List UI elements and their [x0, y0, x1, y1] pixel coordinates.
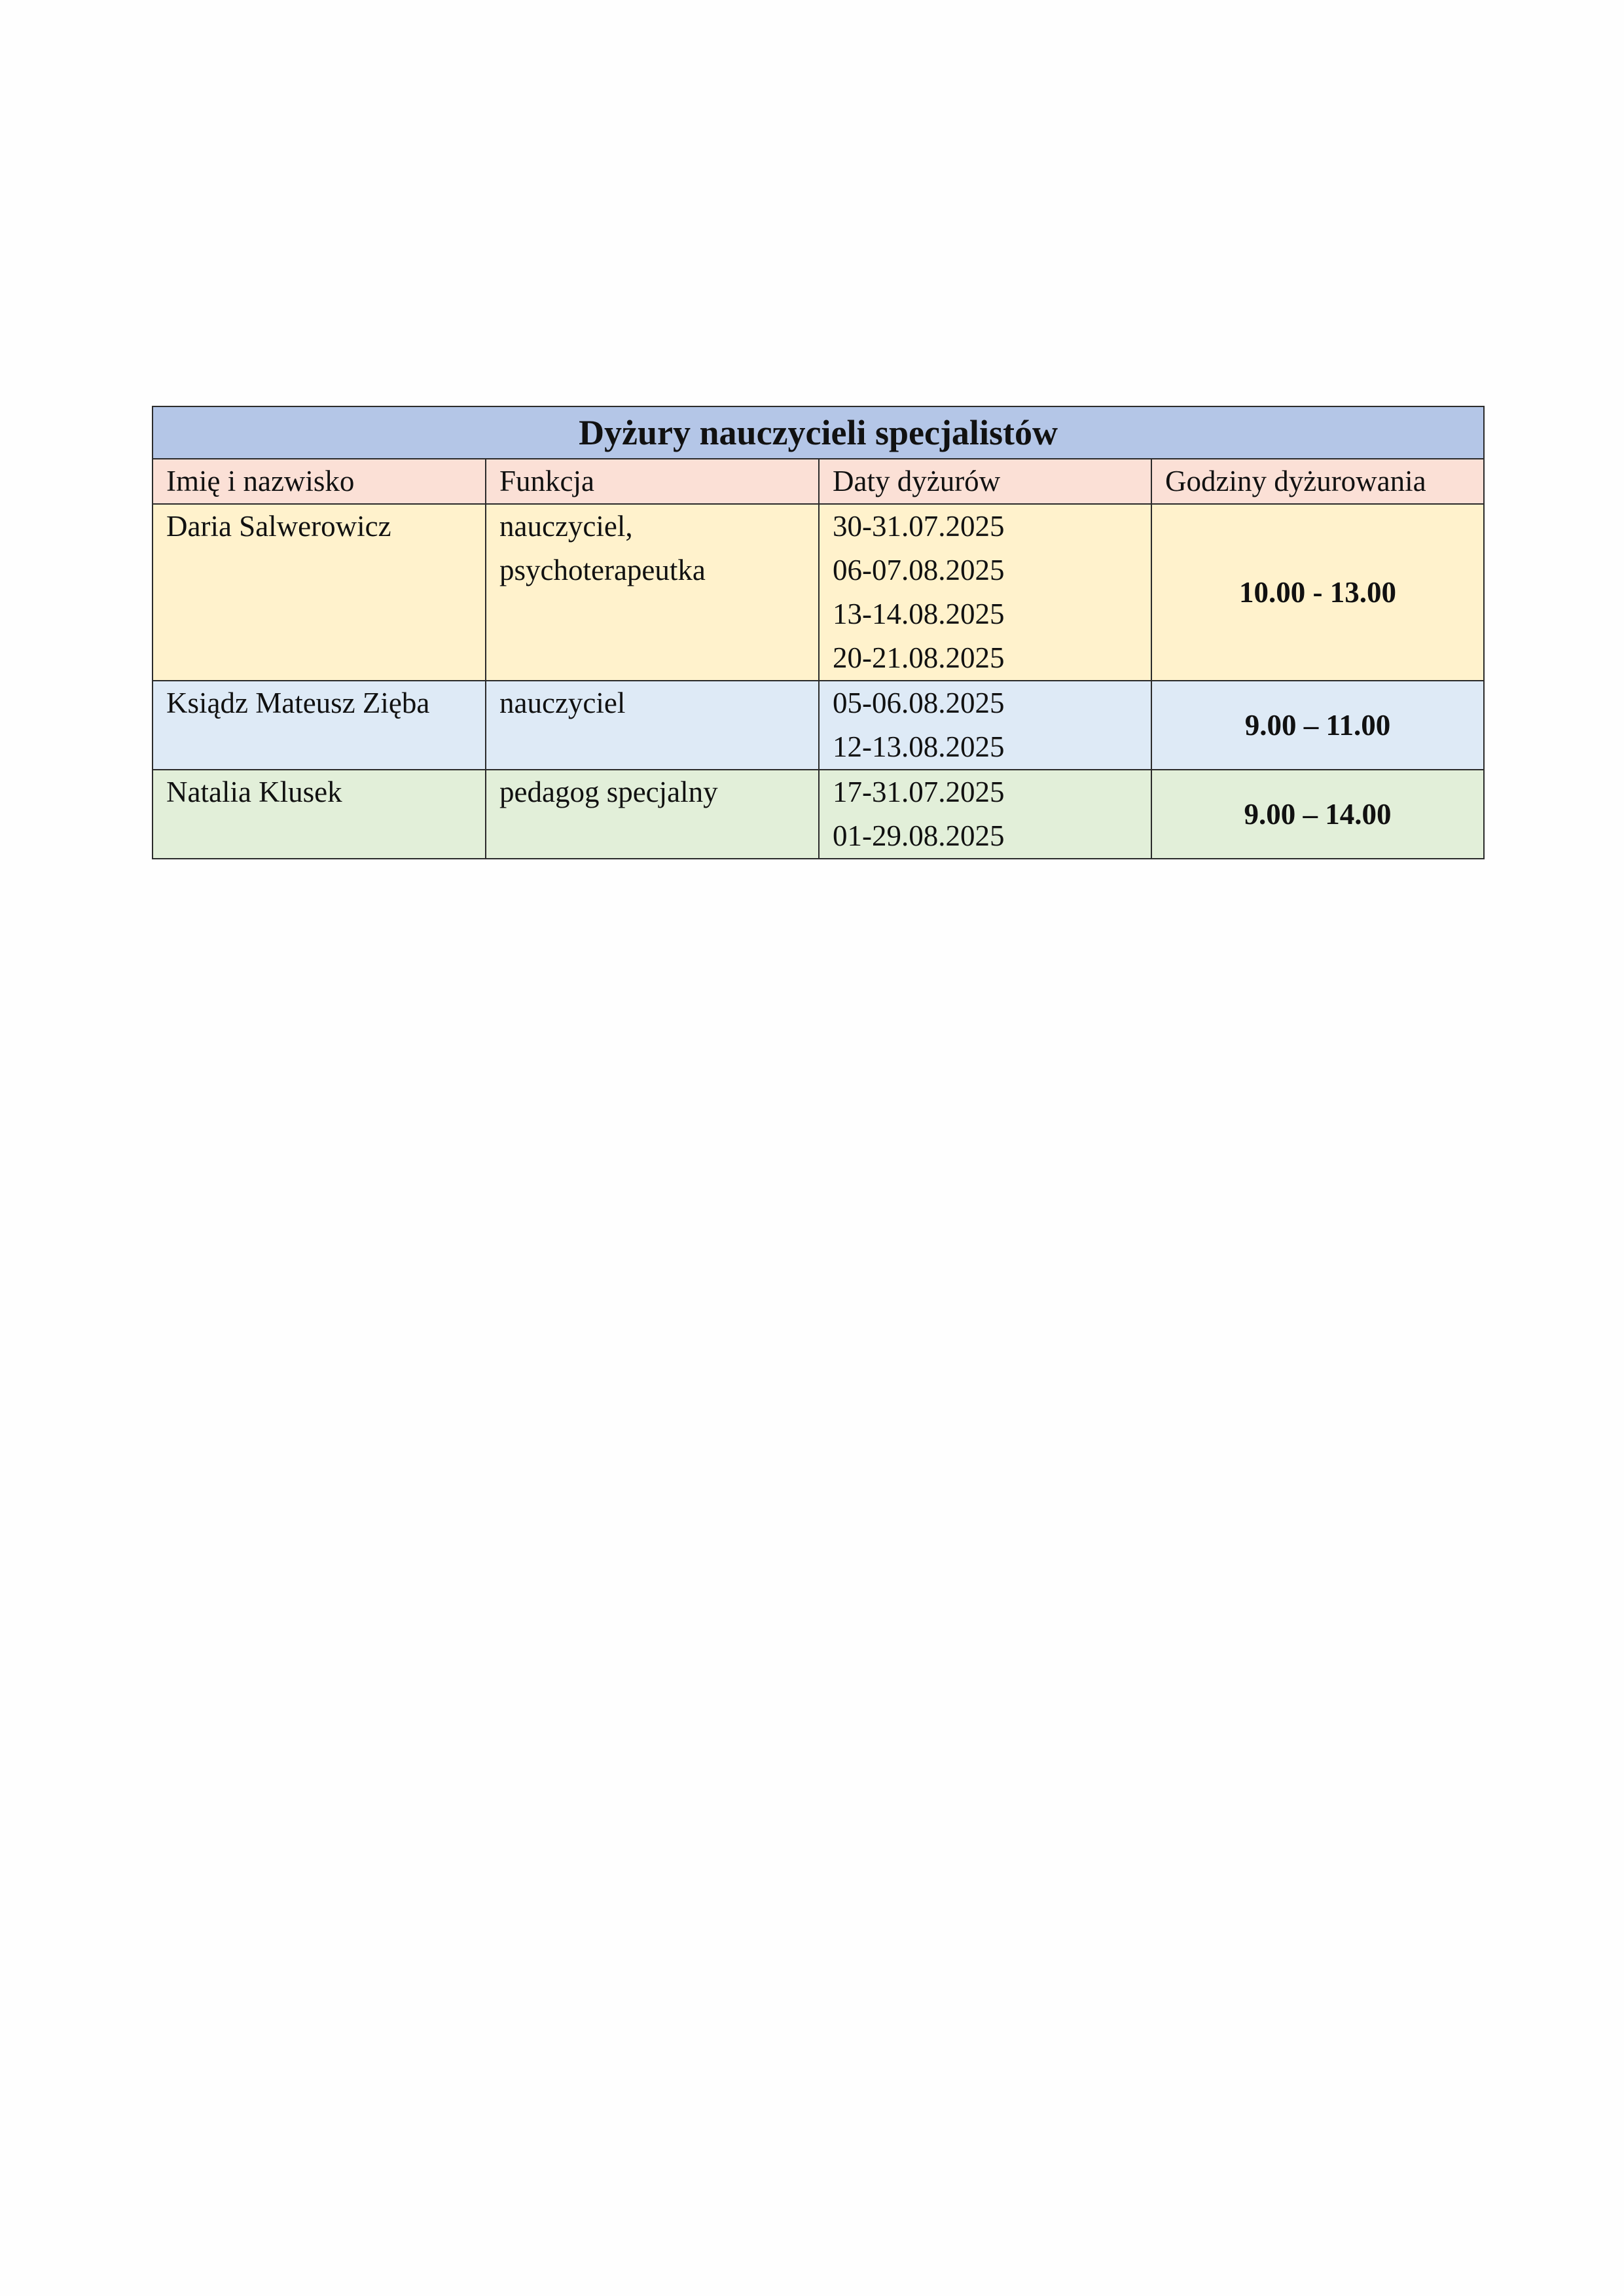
duty-date: 20-21.08.2025: [833, 641, 1005, 674]
cell-function: [486, 504, 819, 681]
duty-date: 13-14.08.2025: [833, 598, 1005, 630]
table-row: [153, 681, 1484, 770]
table-title: Dyżury nauczycieli specjalistów: [153, 406, 1484, 459]
function-line: nauczyciel: [499, 687, 626, 719]
duty-date: 05-06.08.2025: [833, 687, 1005, 719]
duty-date: 01-29.08.2025: [833, 819, 1005, 852]
function-line: nauczyciel,: [499, 510, 633, 543]
header-dates: Daty dyżurów: [819, 459, 1151, 504]
function-line: psychoterapeutka: [499, 554, 706, 586]
duty-date: 12-13.08.2025: [833, 730, 1005, 763]
duty-hours: 9.00 – 11.00: [1151, 681, 1484, 770]
table-row: [153, 504, 1484, 681]
cell-dates: [819, 681, 1151, 770]
table-title-row: [153, 406, 1484, 459]
teacher-name: Ksiądz Mateusz Zięba: [166, 687, 430, 719]
teacher-name: Daria Salwerowicz: [166, 510, 391, 543]
cell-name: [153, 681, 486, 770]
header-function: Funkcja: [486, 459, 819, 504]
table-row: [153, 770, 1484, 859]
cell-dates: [819, 770, 1151, 859]
duty-date: 17-31.07.2025: [833, 776, 1005, 808]
duty-date: 06-07.08.2025: [833, 554, 1005, 586]
cell-function: [486, 770, 819, 859]
header-name: Imię i nazwisko: [153, 459, 486, 504]
duty-schedule-table: [152, 406, 1485, 859]
duty-hours: 10.00 - 13.00: [1151, 504, 1484, 681]
cell-name: [153, 504, 486, 681]
cell-dates: [819, 504, 1151, 681]
cell-name: [153, 770, 486, 859]
duty-date: 30-31.07.2025: [833, 510, 1005, 543]
function-line: pedagog specjalny: [499, 776, 718, 808]
teacher-name: Natalia Klusek: [166, 776, 342, 808]
header-hours: Godziny dyżurowania: [1151, 459, 1484, 504]
duty-hours: 9.00 – 14.00: [1151, 770, 1484, 859]
cell-function: [486, 681, 819, 770]
table-header-row: [153, 459, 1484, 504]
